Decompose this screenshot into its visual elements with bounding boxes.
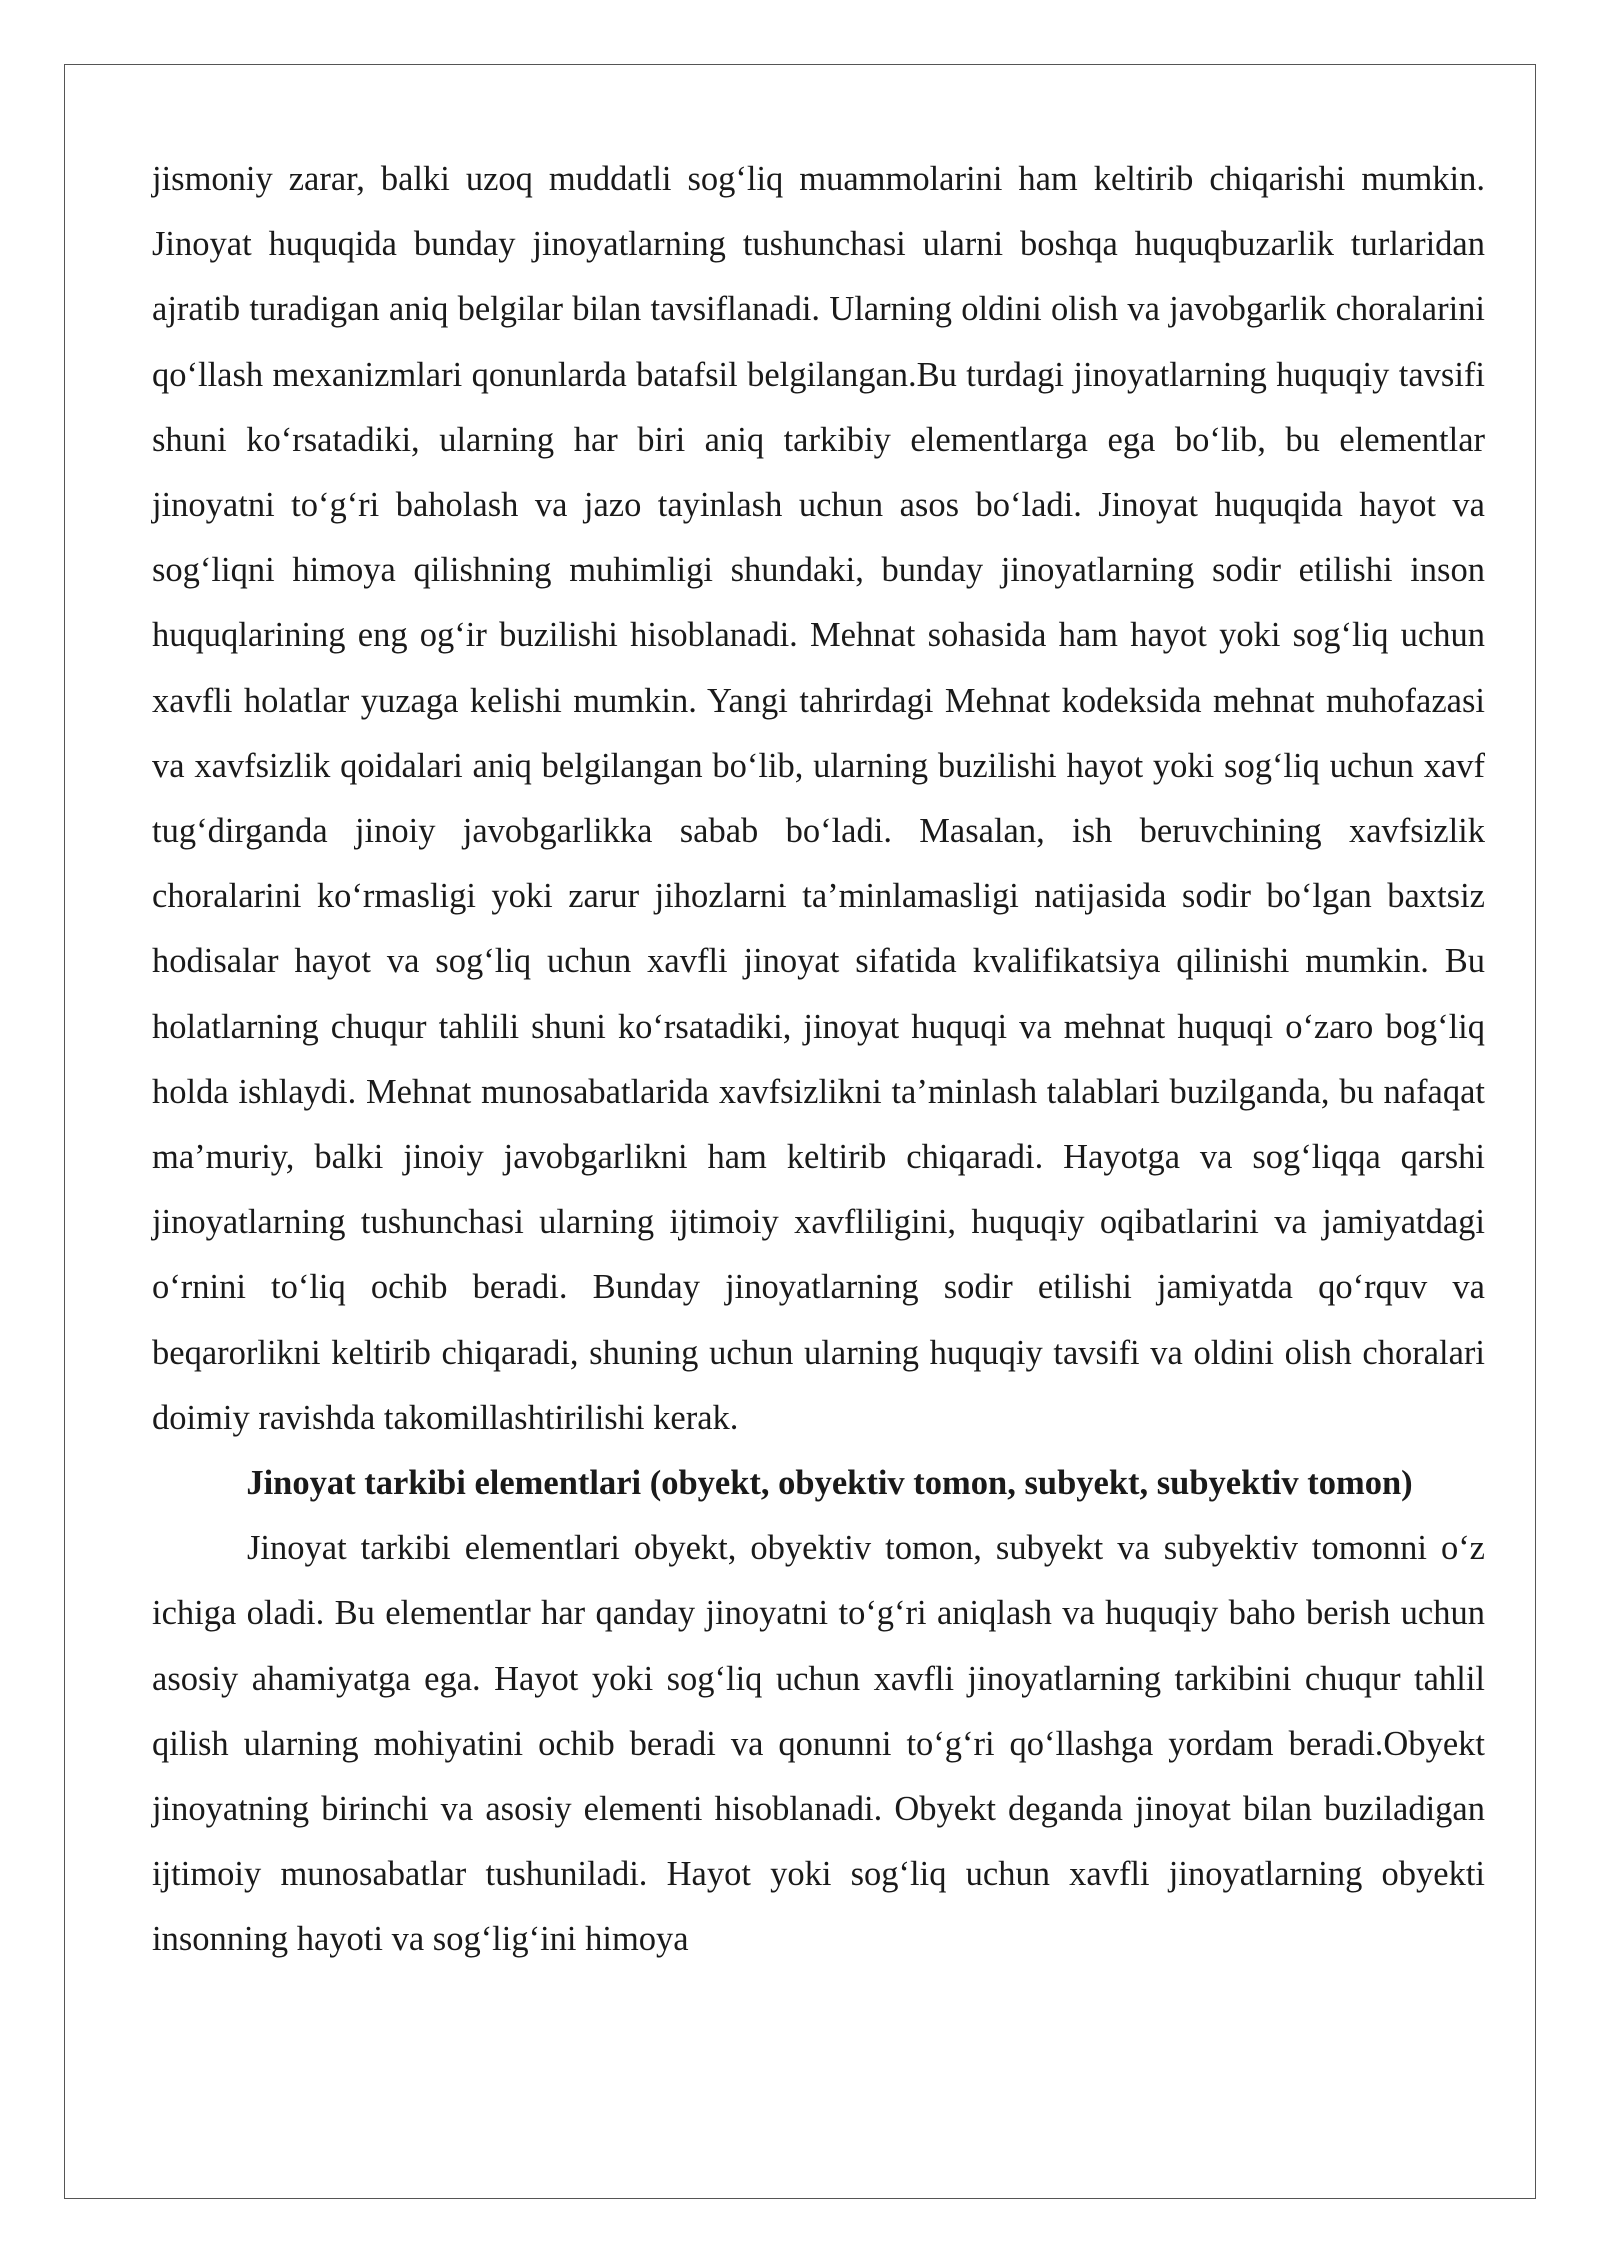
- body-paragraph: Jinoyat tarkibi elementlari obyekt, obyektiv tomon, subyekt va subyektiv tomonni o‘z ichiga oladi. Bu elementlar har qanday jinoyatni to‘g‘ri aniqlash va huquqiy baho berish uchun asosiy ahamiyatga ega. Hayot yoki sog‘liq uchun xavfli jinoyatlarning tarkibini chuqur tahlil qilish ularning mohiyatini ochib beradi va qonunni to‘g‘ri qo‘llashga yordam beradi.Obyekt jinoyatning birinchi va asosiy elementi hisoblanadi. Obyekt deganda jinoyat bilan buziladigan ijtimoiy munosabatlar tushuniladi. Hayot yoki sog‘liq uchun xavfli jinoyatlarning obyekti insonning hayoti va sog‘lig‘ini himoya: [152, 1529, 1485, 1959]
- body-paragraph: jismoniy zarar, balki uzoq muddatli sog‘liq muammolarini ham keltirib chiqarishi mumkin. Jinoyat huquqida bunday jinoyatlarning tushunchasi ularni boshqa huquqbuzarlik turlaridan ajratib turadigan aniq belgilar bilan tavsiflanadi. Ularning oldini olish va javobgarlik choralarini qo‘llash mexanizmlari qonunlarda batafsil belgilangan.Bu turdagi jinoyatlarning huquqiy tavsifi shuni ko‘rsatadiki, ularning har biri aniq tarkibiy elementlarga ega bo‘lib, bu elementlar jinoyatni to‘g‘ri baholash va jazo tayinlash uchun asos bo‘ladi. Jinoyat huquqida hayot va sog‘liqni himoya qilishning muhimligi shundaki, bunday jinoyatlarning sodir etilishi inson huquqlarining eng og‘ir buzilishi hisoblanadi. Mehnat sohasida ham hayot yoki sog‘liq uchun xavfli holatlar yuzaga kelishi mumkin. Yangi tahrirdagi Mehnat kodeksida mehnat muhofazasi va xavfsizlik qoidalari aniq belgilangan bo‘lib, ularning buzilishi hayot yoki sog‘liq uchun xavf tug‘dirganda jinoiy javobgarlikka sabab bo‘ladi. Masalan, ish beruvchining xavfsizlik choralarini ko‘rmasligi yoki zarur jihozlarni ta’minlamasligi natijasida sodir bo‘lgan baxtsiz hodisalar hayot va sog‘liq uchun xavfli jinoyat sifatida kvalifikatsiya qilinishi mumkin. Bu holatlarning chuqur tahlili shuni ko‘rsatadiki, jinoyat huquqi va mehnat huquqi o‘zaro bog‘liq holda ishlaydi. Mehnat munosabatlarida xavfsizlikni ta’minlash talablari buzilganda, bu nafaqat ma’muriy, balki jinoiy javobgarlikni ham keltirib chiqaradi. Hayotga va sog‘liqqa qarshi jinoyatlarning tushunchasi ularning ijtimoiy xavfliligini, huquqiy oqibatlarini va jamiyatdagi o‘rnini to‘liq ochib beradi. Bunday jinoyatlarning sodir etilishi jamiyatda qo‘rquv va beqarorlikni keltirib chiqaradi, shuning uchun ularning huquqiy tavsifi va oldini olish choralari doimiy ravishda takomillashtirilishi kerak.: [152, 160, 1485, 1437]
- document-body: [152, 147, 1485, 1973]
- section-heading: Jinoyat tarkibi elementlari (obyekt, obyektiv tomon, subyekt, subyektiv tomon): [246, 1464, 1413, 1503]
